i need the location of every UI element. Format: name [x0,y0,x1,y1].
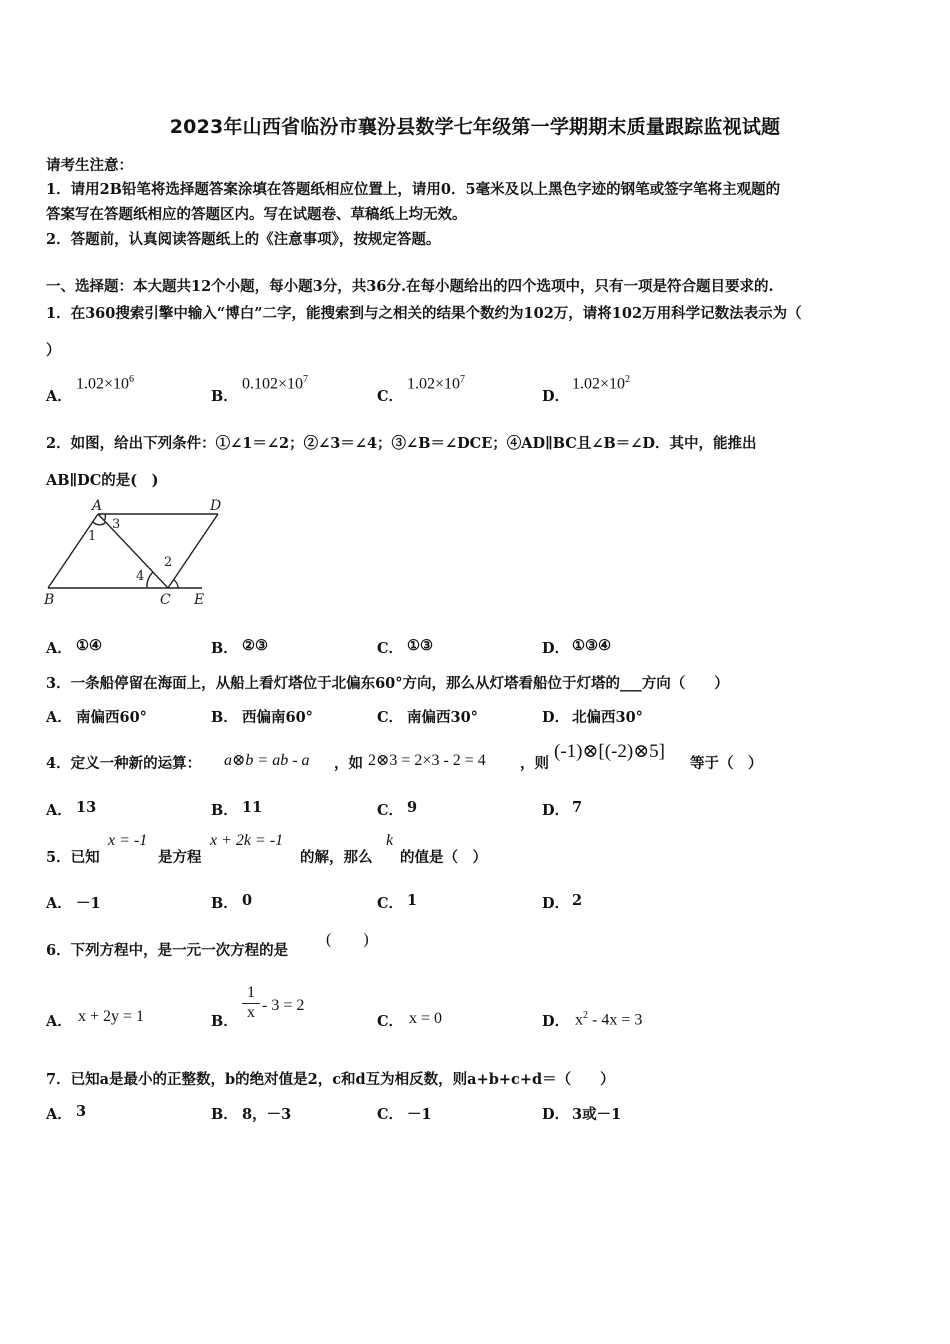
q7-stem: 7．已知a是最小的正整数，b的绝对值是2，c和d互为相反数，则a+b+c+d＝（ ） [46,1071,615,1088]
q5-option-a[interactable]: －1 [76,895,101,912]
q7-label-d: D． [542,1106,570,1123]
point-d-label: D [210,498,222,514]
q2-stem: 2．如图，给出下列条件：①∠1＝∠2；②∠3＝∠4；③∠B＝∠DCE；④AD∥BC且∠B＝∠D．其中，能推出 [46,435,757,452]
q3-option-b[interactable]: 西偏南60° [242,709,313,726]
q5-label-a: A． [46,895,72,912]
q3-option-d[interactable]: 北偏西30° [572,709,643,726]
q1-label-b: B． [211,388,238,405]
q1-option-a-exp: 6 [129,374,135,385]
q2-figure [40,496,220,608]
q2-label-b: B． [211,640,238,657]
q3-label-b: B． [211,709,238,726]
q4-definition: a⊗b = ab - a [224,752,310,769]
q7-option-d[interactable]: 3或－1 [572,1106,622,1123]
angle-1-label: 1 [88,529,97,544]
q6-option-b-denominator: x [247,1004,255,1021]
point-a-label: A [92,498,103,514]
q4-stem-b: ，如 [334,755,363,772]
q4-stem-a: 4．定义一种新的运算： [46,755,202,772]
q6-option-d-rest: - 4x = 3 [588,1011,643,1029]
q6-option-b-rest[interactable]: - 3 = 2 [262,997,305,1014]
notice-line-1a: 1．请用2B铅笔将选择题答案涂填在答题纸相应位置上，请用0．5毫米及以上黑色字迹的钢笔或签字笔将主观题的 [46,181,781,198]
q4-label-a: A． [46,802,72,819]
q7-label-c: C． [377,1106,404,1123]
q5-stem-a: 5．已知 [46,849,100,866]
q6-label-d: D． [542,1013,570,1030]
angle-2-label: 2 [164,555,173,570]
segment-ab [48,514,98,588]
q4-label-b: B． [211,802,238,819]
q4-option-a[interactable]: 13 [76,799,97,816]
q2-option-d[interactable]: ①③④ [572,637,611,654]
q7-label-b: B． [211,1106,238,1123]
point-b-label: B [44,592,55,608]
q5-option-b[interactable]: 0 [242,892,253,909]
q3-label-c: C． [377,709,404,726]
q2-option-b[interactable]: ②③ [242,637,268,654]
q1-label-c: C． [377,388,404,405]
q5-math-2: x + 2k = -1 [210,832,284,849]
section-heading: 一、选择题：本大题共12个小题，每小题3分，共36分.在每小题给出的四个选项中，只有一项是符合题目要求的. [46,278,774,295]
q4-expression: (-1)⊗[(-2)⊗5] [554,741,665,762]
q1-stem-end: ） [46,342,61,359]
q7-option-c[interactable]: －1 [407,1106,432,1123]
q3-option-c[interactable]: 南偏西30° [407,709,478,726]
q7-option-a[interactable]: 3 [76,1103,87,1120]
q4-option-d[interactable]: 7 [572,799,583,816]
q6-label-b: B． [211,1013,238,1030]
segment-dc [168,514,218,588]
q4-example: 2⊗3 = 2×3 - 2 = 4 [368,752,486,769]
q4-stem-c: ，则 [520,755,549,772]
notice-heading: 请考生注意： [46,157,133,174]
q4-label-c: C． [377,802,404,819]
angle-arc-2 [174,580,178,588]
q2-option-c[interactable]: ①③ [407,637,433,654]
q4-option-b[interactable]: 11 [242,799,263,816]
q6-option-d-base: x [575,1011,583,1029]
q7-option-b[interactable]: 8，－3 [242,1106,292,1123]
q6-option-d-exp: 2 [583,1010,588,1021]
q5-option-c[interactable]: 1 [407,892,418,909]
q6-option-a[interactable]: x + 2y = 1 [78,1008,145,1025]
q6-option-b-numerator: 1 [247,984,255,1001]
q2-label-c: C． [377,640,404,657]
q1-label-a: A． [46,388,72,405]
q6-stem: 6．下列方程中，是一元一次方程的是 [46,942,289,959]
q2-label-a: A． [46,640,72,657]
point-e-label: E [194,592,205,608]
q1-option-c-exp: 7 [460,374,466,385]
notice-line-2: 2．答题前，认真阅读答题纸上的《注意事项》，按规定答题。 [46,231,441,248]
q1-option-b[interactable] [242,374,308,393]
q5-label-c: C． [377,895,404,912]
angle-arc-3 [104,514,105,521]
q5-option-d[interactable]: 2 [572,892,583,909]
q2-label-d: D． [542,640,570,657]
q5-math-3: k [386,832,394,849]
q1-label-d: D． [542,388,570,405]
point-c-label: C [160,592,171,608]
q1-stem: 1．在360搜索引擎中输入“博白”二字，能搜索到与之相关的结果个数约为102万，请将102万用科学记数法表示为（ [46,305,802,322]
q1-option-d-base: 1.02×10 [572,375,626,393]
q6-option-c[interactable]: x = 0 [409,1010,443,1027]
q5-label-d: D． [542,895,570,912]
q6-option-d[interactable] [575,1010,642,1029]
q6-label-a: A． [46,1013,72,1030]
angle-arc-4 [147,572,153,588]
notice-line-1b: 答案写在答题纸相应的答题区内。写在试题卷、草稿纸上均无效。 [46,206,467,223]
q5-stem-d: 的值是（ ） [400,849,487,866]
q3-option-a[interactable]: 南偏西60° [76,709,147,726]
q1-option-b-base: 0.102×10 [242,375,304,393]
q1-option-a-base: 1.02×10 [76,375,130,393]
q4-stem-d: 等于（ ） [690,755,763,772]
q4-label-d: D． [542,802,570,819]
segment-ac [98,514,168,588]
q5-label-b: B． [211,895,238,912]
q3-stem: 3．一条船停留在海面上，从船上看灯塔位于北偏东60°方向，那么从灯塔看船位于灯塔的___方向（ ） [46,675,729,692]
q1-option-c[interactable] [407,374,465,393]
q2-option-a[interactable]: ①④ [76,637,102,654]
angle-arc-1 [93,522,106,525]
q3-label-a: A． [46,709,72,726]
angle-3-label: 3 [112,517,121,532]
q1-option-c-base: 1.02×10 [407,375,461,393]
q7-label-a: A． [46,1106,72,1123]
page-title: 2023年山西省临汾市襄汾县数学七年级第一学期期末质量跟踪监视试题 [169,116,781,138]
q1-option-d-exp: 2 [625,374,631,385]
q5-stem-b: 是方程 [158,849,202,866]
q2-stem-end: AB∥DC的是( ) [46,472,159,489]
q5-math-1: x = -1 [108,832,148,849]
q6-paren: ( ) [326,931,369,948]
q5-stem-c: 的解，那么 [300,849,373,866]
q3-label-d: D． [542,709,570,726]
q6-option-b[interactable] [240,984,262,1022]
angle-4-label: 4 [136,569,145,584]
q6-label-c: C． [377,1013,404,1030]
q4-option-c[interactable]: 9 [407,799,418,816]
q1-option-a[interactable] [76,374,134,393]
q1-option-d[interactable] [572,374,630,393]
q1-option-b-exp: 7 [303,374,309,385]
